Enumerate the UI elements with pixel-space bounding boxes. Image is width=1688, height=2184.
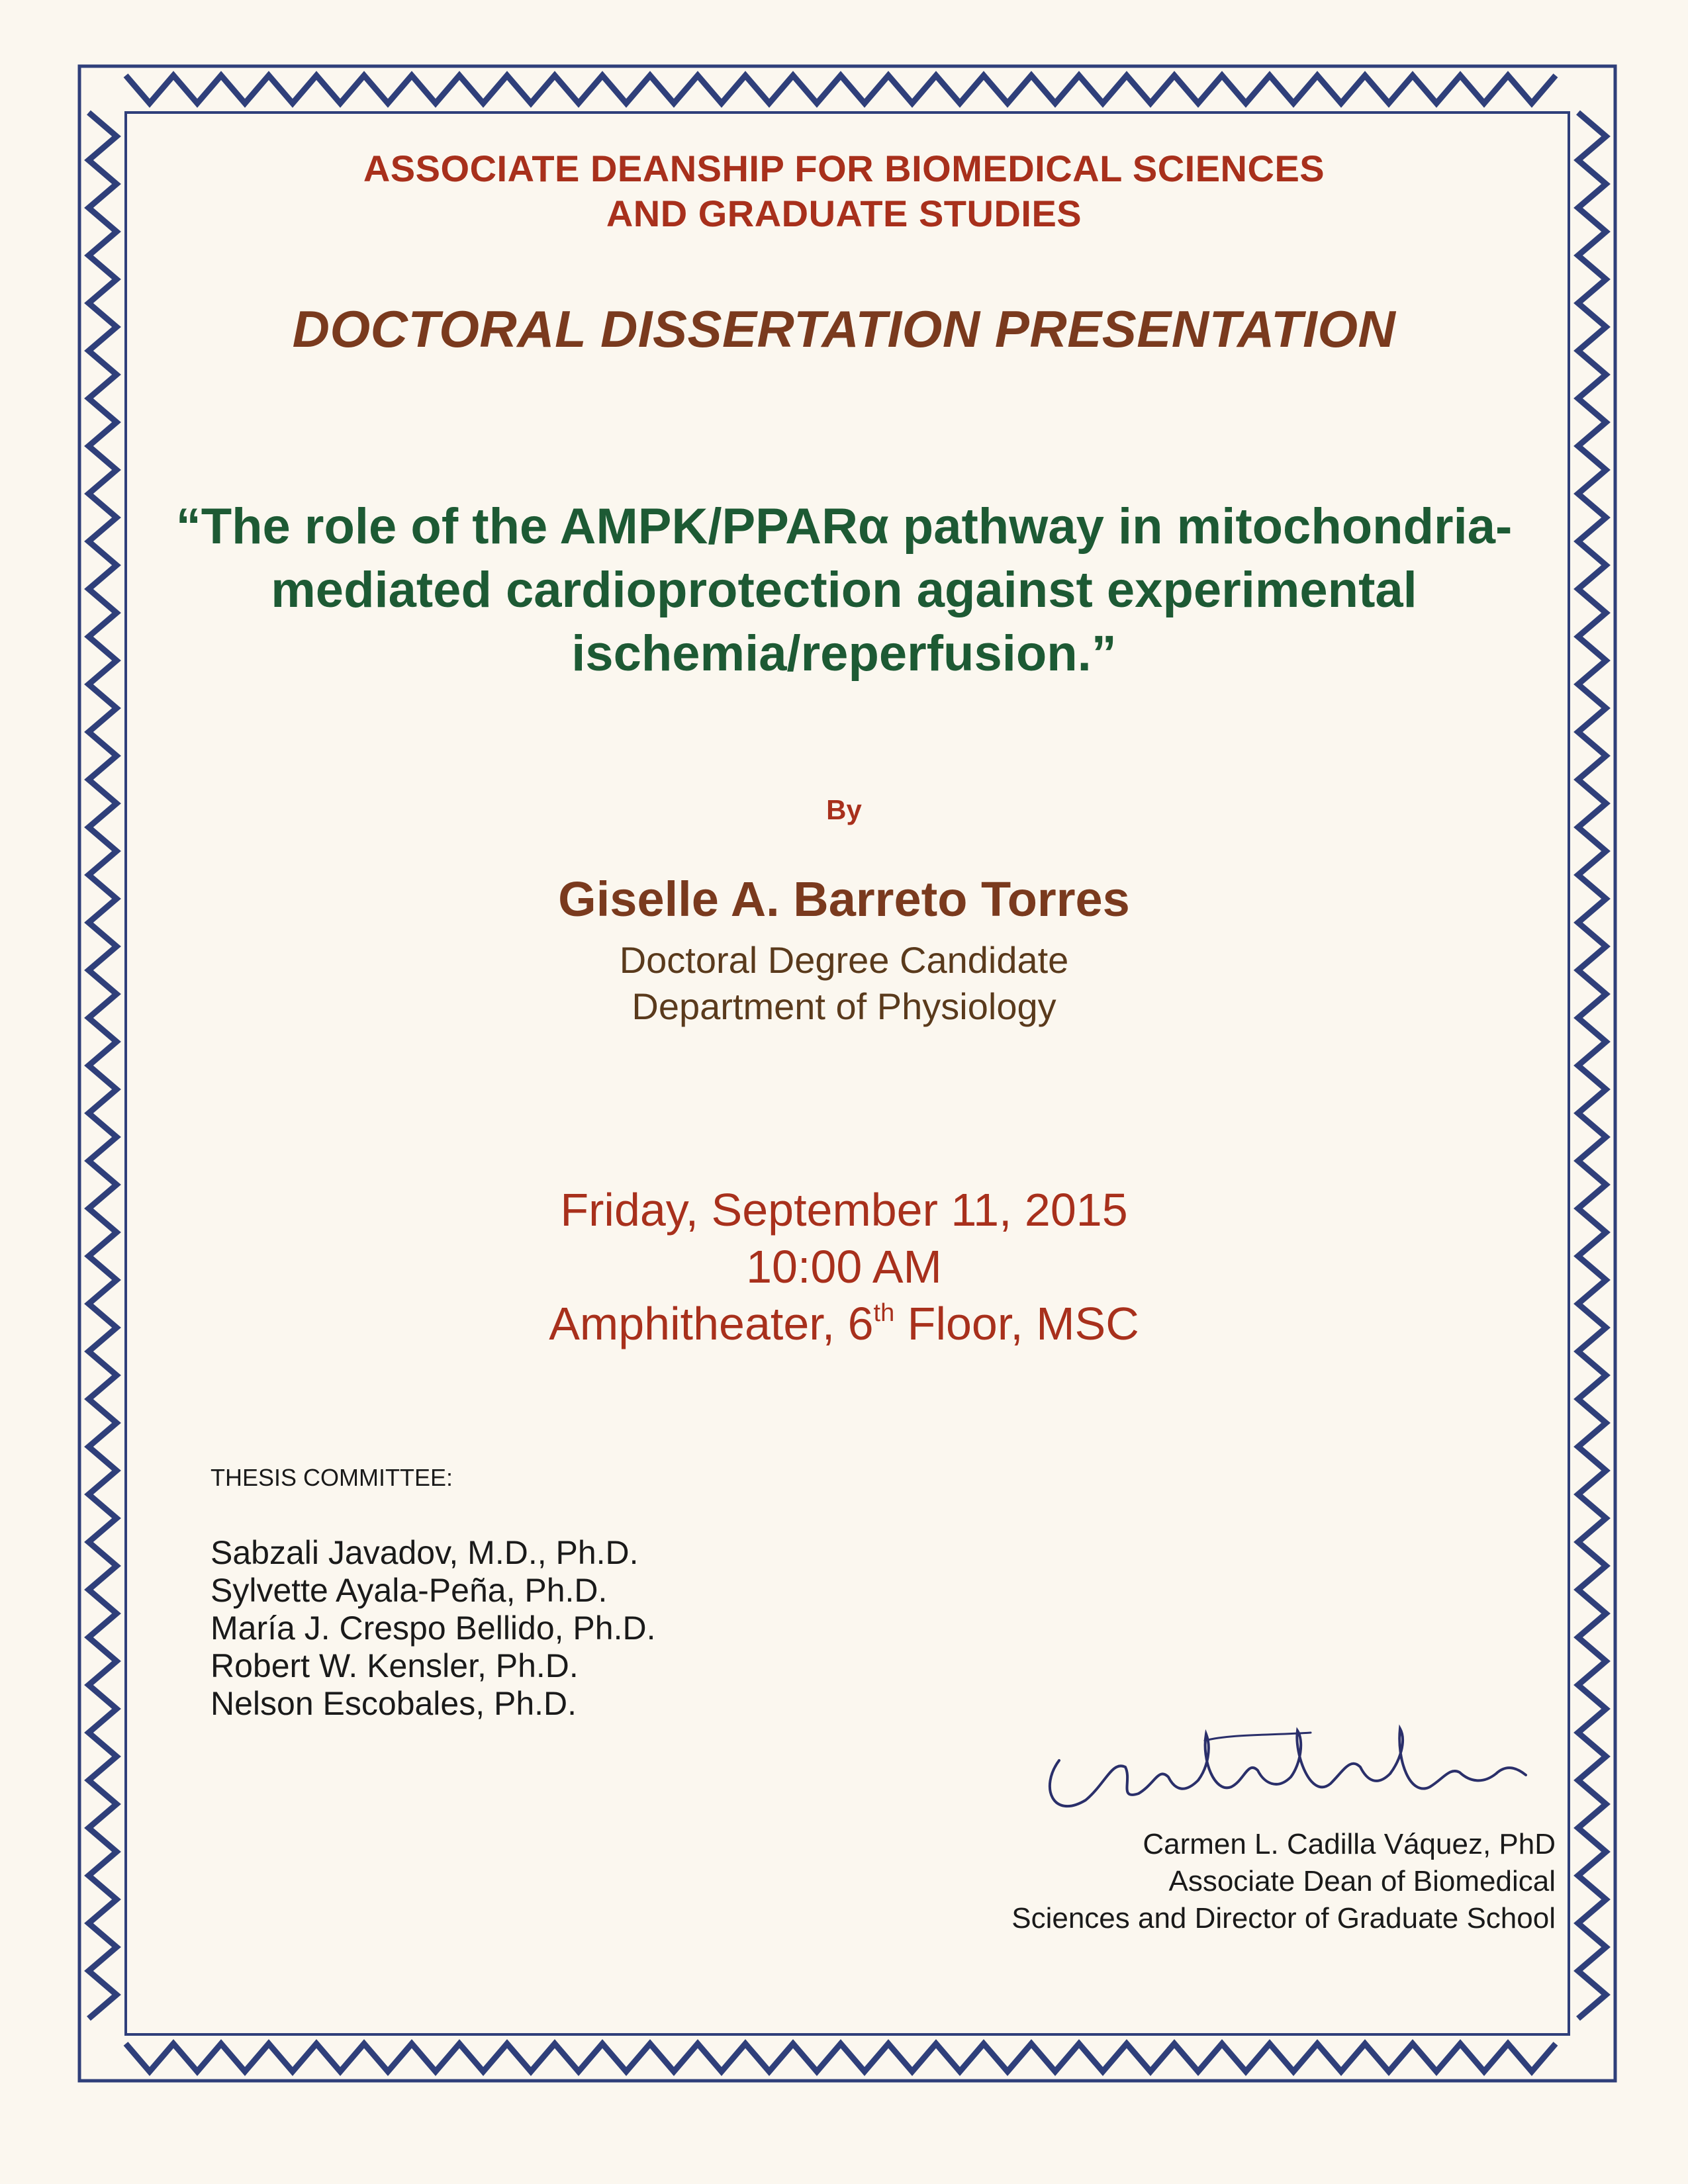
signatory-name: Carmen L. Cadilla Váquez, PhD [1143, 1828, 1556, 1860]
signatory-title-line-1: Associate Dean of Biomedical [1168, 1865, 1556, 1897]
event-location [0, 1297, 1688, 1350]
presentation-type-title: DOCTORAL DISSERTATION PRESENTATION [292, 300, 1396, 358]
committee-member: Sabzali Javadov, M.D., Ph.D. [211, 1534, 639, 1571]
dissertation-title-line-1: “The role of the AMPK/PPARα pathway in mitochondria- [175, 498, 1513, 555]
committee-member-list [211, 1534, 656, 1723]
handwritten-signature [1033, 1721, 1562, 1827]
event-date: Friday, September 11, 2015 [560, 1184, 1128, 1236]
dissertation-title-line-3: ischemia/reperfusion.” [571, 625, 1117, 682]
committee-member: Nelson Escobales, Ph.D. [211, 1685, 577, 1722]
signatory-title-line-2: Sciences and Director of Graduate School [1011, 1902, 1556, 1934]
event-time: 10:00 AM [746, 1241, 942, 1293]
header-line-2: AND GRADUATE STUDIES [606, 193, 1082, 234]
candidate-role: Doctoral Degree Candidate [619, 939, 1069, 981]
candidate-name: Giselle A. Barreto Torres [558, 872, 1130, 927]
committee-member: Sylvette Ayala-Peña, Ph.D. [211, 1572, 608, 1609]
candidate-department: Department of Physiology [632, 985, 1056, 1027]
dissertation-title-line-2: mediated cardioprotection against experimental [271, 562, 1417, 618]
event-location-end: Floor, MSC [894, 1298, 1139, 1349]
committee-member: María J. Crespo Bellido, Ph.D. [211, 1610, 656, 1647]
header-line-1: ASSOCIATE DEANSHIP FOR BIOMEDICAL SCIENCES [363, 148, 1325, 189]
committee-title: THESIS COMMITTEE: [211, 1464, 453, 1491]
event-location-ordinal-suffix: th [873, 1299, 895, 1327]
event-location-start: Amphitheater, 6 [549, 1298, 874, 1349]
by-label: By [826, 794, 862, 825]
committee-member: Robert W. Kensler, Ph.D. [211, 1647, 579, 1684]
